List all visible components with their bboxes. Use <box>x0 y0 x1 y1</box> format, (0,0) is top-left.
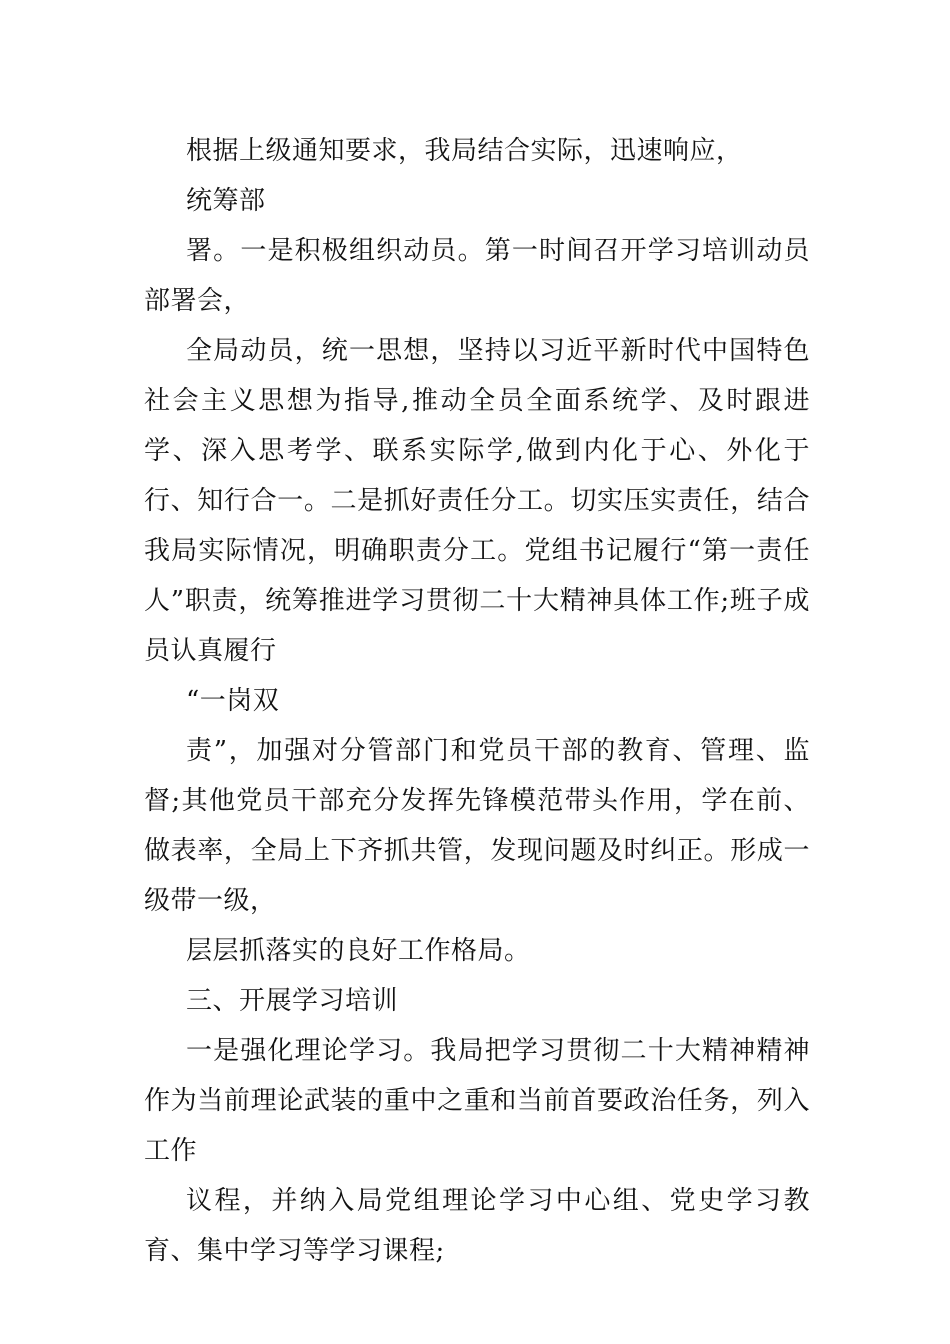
document-body <box>144 126 810 1276</box>
paragraph-9: 议程，并纳入局党组理论学习中心组、党史学习教育、集中学习等学习课程; <box>144 1186 810 1266</box>
paragraph-1: 根据上级通知要求，我局结合实际，迅速响应， <box>186 136 743 166</box>
section-heading-3: 三、开展学习培训 <box>186 986 399 1016</box>
paragraph-7: 层层抓落实的良好工作格局。 <box>186 936 531 966</box>
paragraph-4: 全局动员，统一思想，坚持以习近平新时代中国特色社会主义思想为指导,推动全员全面系统学、及时跟进学、深入思考学、联系实际学,做到内化于心、外化于行、知行合一。二是抓好责任分工。切实压实责任，结合我局实际情况，明确职责分工。党组书记履行“第一责任人”职责，统筹推进学习贯彻二十大精神具体工作;班子成员认真履行 <box>144 336 810 666</box>
paragraph-6: 责”，加强对分管部门和党员干部的教育、管理、监督;其他党员干部充分发挥先锋模范带头作用，学在前、做表率，全局上下齐抓共管，发现问题及时纠正。形成一级带一级， <box>144 736 810 916</box>
paragraph-3: 署。一是积极组织动员。第一时间召开学习培训动员部署会， <box>144 236 810 316</box>
paragraph-8: 一是强化理论学习。我局把学习贯彻二十大精神精神作为当前理论武装的重中之重和当前首要政治任务，列入工作 <box>144 1036 810 1166</box>
paragraph-2: 统筹部 <box>186 186 266 216</box>
paragraph-5: “一岗双 <box>186 686 280 716</box>
